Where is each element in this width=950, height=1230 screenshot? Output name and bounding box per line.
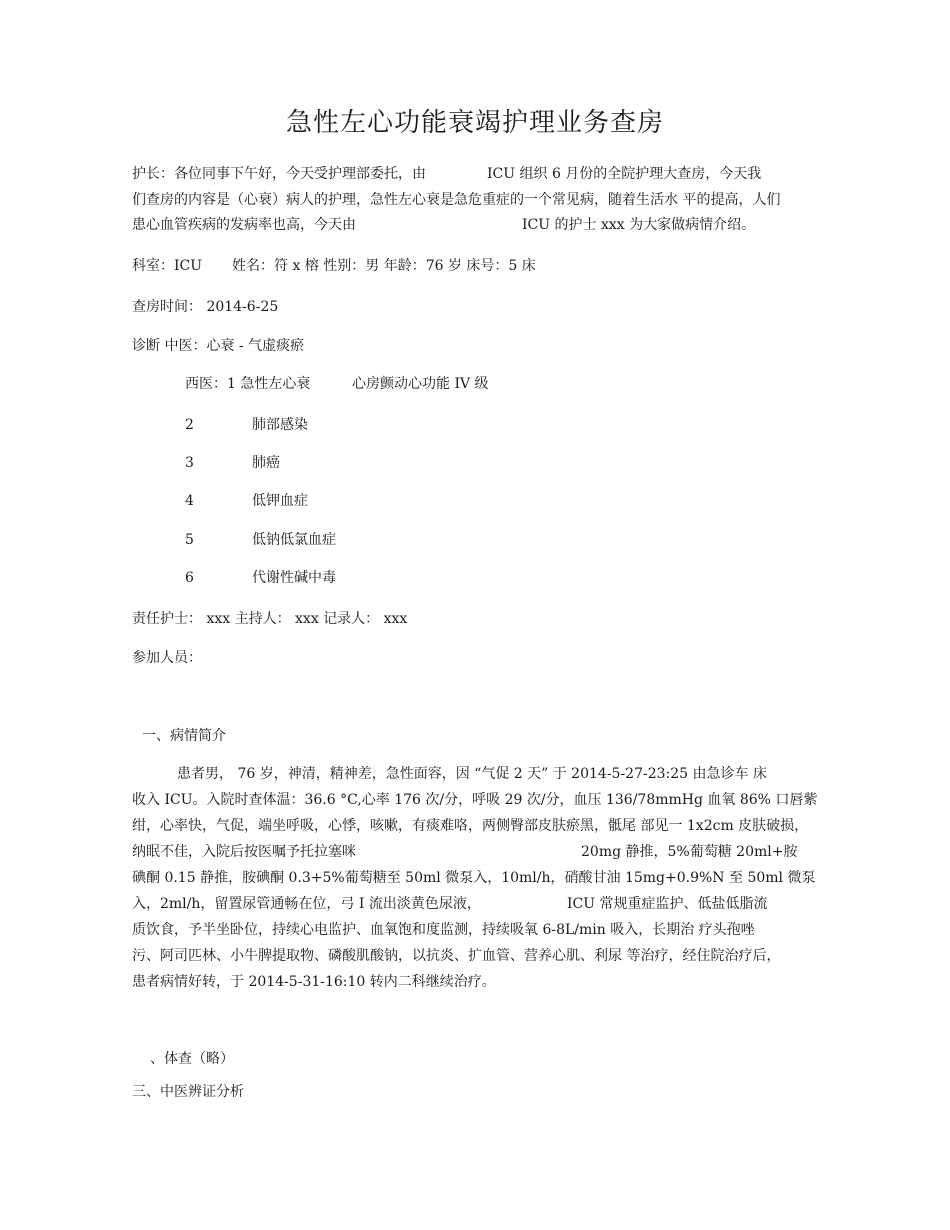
diagnosis-wm-1b: 心房颤动心功能 IV 级 bbox=[352, 376, 489, 392]
diagnosis-item-text: 低钾血症 bbox=[252, 493, 308, 509]
diagnosis-item-num: 2 bbox=[185, 417, 194, 433]
diagnosis-item-num: 4 bbox=[185, 493, 194, 509]
paragraph-line: 污、阿司匹林、小牛脾提取物、磷酸肌酸钠，以抗炎、扩血管、营养心肌、利尿 等治疗，经住院治疗后， bbox=[132, 948, 781, 964]
diagnosis-tcm: 诊断 中医：心衰 - 气虚痰瘀 bbox=[132, 338, 305, 354]
paragraph-line: 纳眠不佳，入院后按医嘱予托拉塞咪 bbox=[132, 844, 356, 860]
paragraph-line: ICU 常规重症监护、低盐低脂流 bbox=[567, 896, 768, 912]
section-heading: 一、病情简介 bbox=[142, 728, 226, 744]
intro-line-3b: ICU 的护士 xxx 为大家做病情介绍。 bbox=[522, 217, 756, 233]
diagnosis-item-text: 肺癌 bbox=[252, 455, 280, 471]
page-title: 急性左心功能衰竭护理业务查房 bbox=[285, 108, 664, 138]
paragraph-line: 患者病情好转，于 2014-5-31-16:10 转内二科继续治疗。 bbox=[132, 974, 496, 990]
intro-line-3a: 患心血管疾病的发病率也高，今天由 bbox=[132, 217, 356, 233]
section-heading: 、体查（略） bbox=[150, 1051, 234, 1067]
section-heading: 三、中医辨证分析 bbox=[132, 1084, 244, 1100]
paragraph-line: 患者男， 76 岁，神清，精神差，急性面容，因 “气促 2 天” 于 2014-5-27-23:25 由急诊车 床 bbox=[177, 766, 767, 782]
diagnosis-item-text: 代谢性碱中毒 bbox=[252, 570, 336, 586]
dept-label: 科室：ICU bbox=[132, 258, 203, 274]
paragraph-line: 入，2ml/h，留置尿管通畅在位，弓 I 流出淡黄色尿液， bbox=[132, 896, 481, 912]
paragraph-line: 质饮食，予半坐卧位，持续心电监护、血氧饱和度监测，持续吸氧 6-8L/min 吸入，长期治 疗头孢唑 bbox=[132, 922, 755, 938]
diagnosis-item-num: 6 bbox=[185, 570, 194, 586]
intro-line-1b: ICU 组织 6 月份的全院护理大查房，今天我 bbox=[487, 166, 762, 182]
round-time: 查房时间： 2014-6-25 bbox=[132, 299, 279, 315]
paragraph-line: 20mg 静推，5%葡萄糖 20ml+胺 bbox=[581, 844, 798, 860]
attendees-label: 参加人员： bbox=[132, 650, 202, 666]
diagnosis-wm-1a: 西医：1 急性左心衰 bbox=[185, 376, 311, 392]
diagnosis-item-num: 5 bbox=[185, 532, 194, 548]
diagnosis-item-text: 低钠低氯血症 bbox=[252, 532, 336, 548]
intro-line-2: 们查房的内容是（心衰）病人的护理，急性左心衰是急危重症的一个常见病，随着生活水 平的提高，人们 bbox=[132, 192, 781, 208]
patient-info: 姓名：符 x 榕 性别：男 年龄：76 岁 床号：5 床 bbox=[232, 258, 536, 274]
paragraph-line: 绀，心率快，气促，端坐呼吸，心悸，咳嗽，有痰难咯，两侧臀部皮肤瘀黑，骶尾 部见一 1x2cm 皮肤破损， bbox=[132, 818, 809, 834]
paragraph-line: 收入 ICU。入院时查体温：36.6 °C,心率 176 次/分，呼吸 29 次/分，血压 136/78mmHg 血氧 86% 口唇紫 bbox=[132, 792, 818, 808]
paragraph-line: 碘酮 0.15 静推，胺碘酮 0.3+5%葡萄糖至 50ml 微泵入，10ml/h，硝酸甘油 15mg+0.9%N 至 50ml 微泵 bbox=[132, 870, 816, 886]
diagnosis-item-text: 肺部感染 bbox=[252, 417, 308, 433]
staff-line: 责任护士： xxx 主持人： xxx 记录人： xxx bbox=[132, 611, 408, 627]
intro-line-1a: 护长：各位同事下午好，今天受护理部委托，由 bbox=[132, 166, 426, 182]
diagnosis-item-num: 3 bbox=[185, 455, 194, 471]
